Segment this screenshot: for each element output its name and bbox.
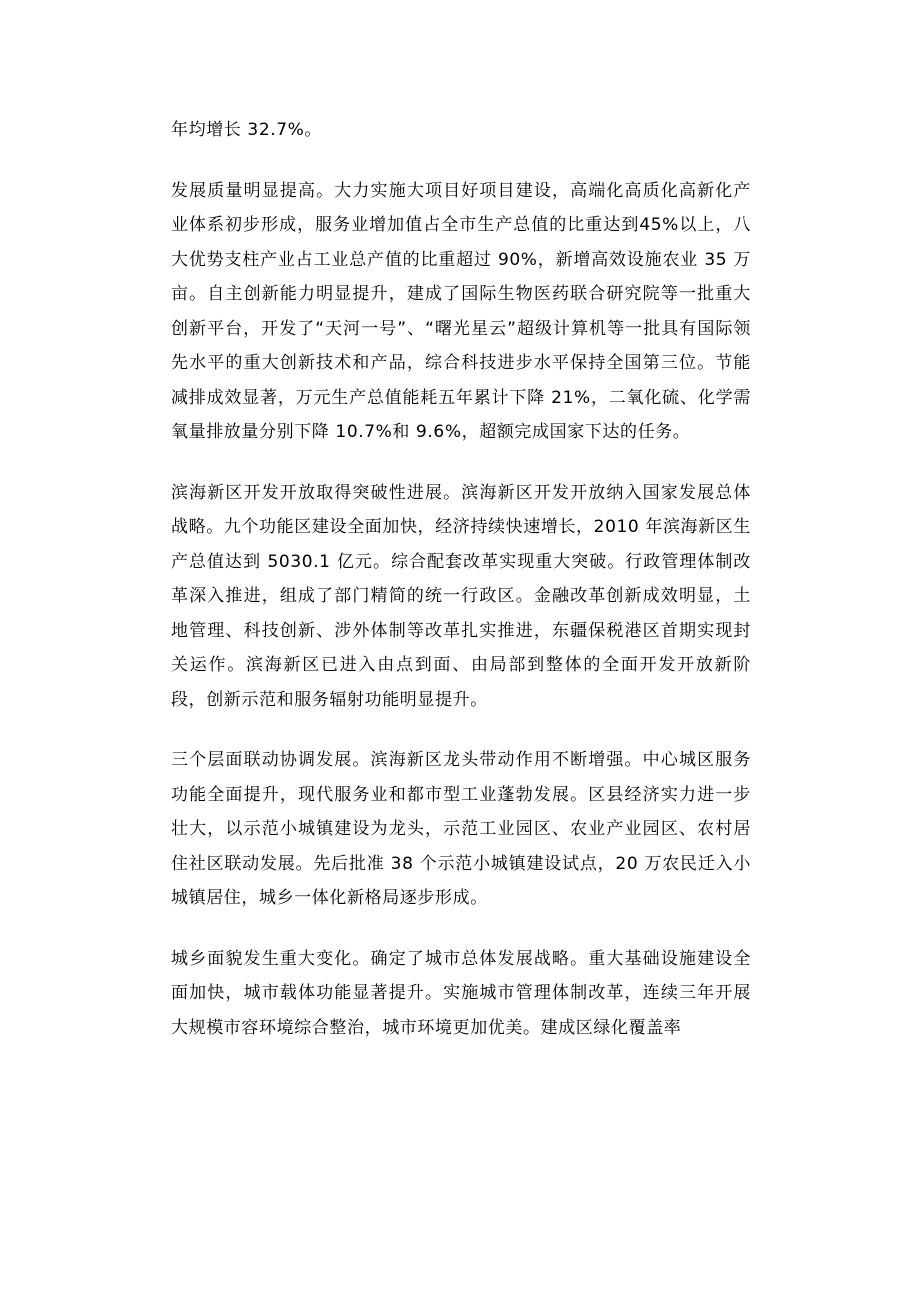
- paragraph-urban-rural: 城乡面貌发生重大变化。确定了城市总体发展战略。重大基础设施建设全面加快，城市载体功能显著提升。实施城市管理体制改革，连续三年开展大规模市容环境综合整治，城市环境更加优美。建成区绿化覆盖率: [171, 948, 751, 1038]
- paragraph-development-quality: 发展质量明显提高。大力实施大项目好项目建设，高端化高质化高新化产业体系初步形成，服务业增加值占全市生产总值的比重达到45%以上，八大优势支柱产业占工业总产值的比重超过 90%，新增高效设施农业 35 万亩。自主创新能力明显提升，建成了国际生物医药联合研究院等一批重大创新平台，开发了“天河一号”、“曙光星云”超级计算机等一批具有国际领先水平的重大创新技术和产品，综合科技进步水平保持全国第三位。节能减排成效显著，万元生产总值能耗五年累计下降 21%，二氧化硫、化学需氧量排放量分别下降 10.7%和 9.6%，超额完成国家下达的任务。: [171, 180, 751, 442]
- paragraph-binhai-new-area: 滨海新区开发开放取得突破性进展。滨海新区开发开放纳入国家发展总体战略。九个功能区建设全面加快，经济持续快速增长，2010 年滨海新区生产总值达到 5030.1 亿元。综合配套改革实现重大突破。行政管理体制改革深入推进，组成了部门精简的统一行政区。金融改革创新成效明显，土地管理、科技创新、涉外体制等改革扎实推进，东疆保税港区首期实现封关运作。滨海新区已进入由点到面、由局部到整体的全面开发开放新阶段，创新示范和服务辐射功能明显提升。: [171, 482, 751, 710]
- document-body: [171, 113, 751, 1071]
- paragraph-three-levels: 三个层面联动协调发展。滨海新区龙头带动作用不断增强。中心城区服务功能全面提升，现代服务业和都市型工业蓬勃发展。区县经济实力进一步壮大，以示范小城镇建设为龙头，示范工业园区、农业产业园区、农村居住社区联动发展。先后批准 38 个示范小城镇建设试点，20 万农民迁入小城镇居住，城乡一体化新格局逐步形成。: [171, 750, 751, 908]
- paragraph-growth-rate: 年均增长 32.7%。: [171, 120, 323, 140]
